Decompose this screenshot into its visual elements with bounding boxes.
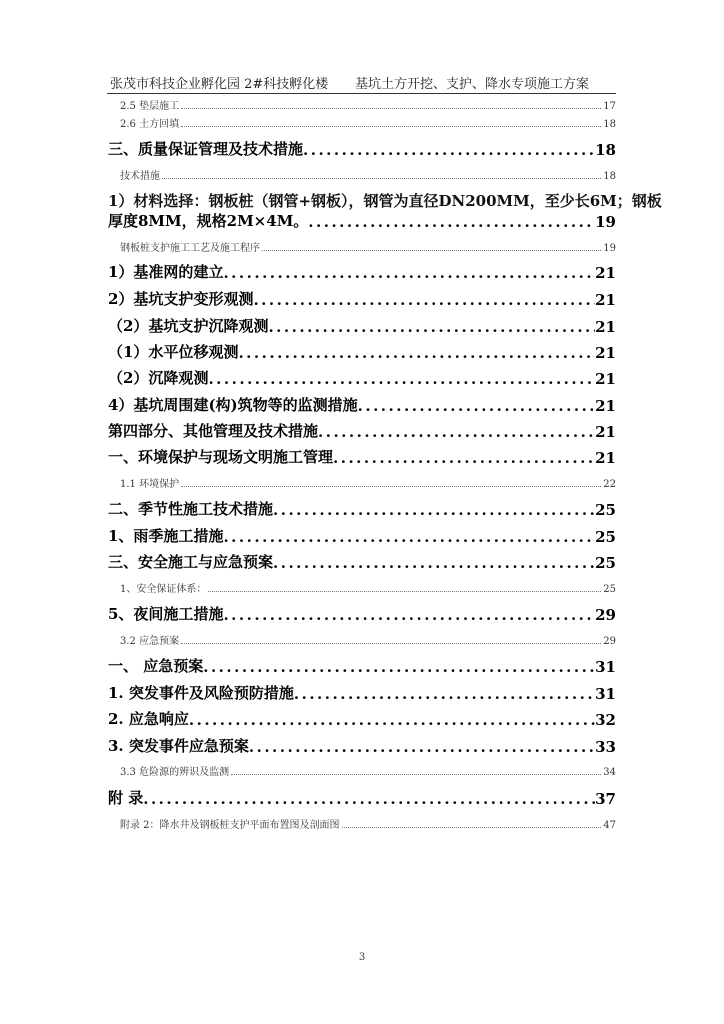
toc-entry[interactable] [108, 579, 616, 595]
toc-entry[interactable] [108, 211, 616, 231]
toc-entry-page: 21 [595, 370, 616, 388]
toc-leader [238, 344, 595, 362]
toc-entry-page: 18 [603, 171, 616, 182]
toc-entry-page: 21 [595, 264, 616, 282]
toc-leader [303, 141, 595, 159]
toc-entry[interactable] [108, 238, 616, 254]
toc-entry[interactable] [108, 552, 616, 572]
toc-entry-page: 25 [595, 528, 616, 546]
toc-leader [208, 370, 595, 388]
toc-entry-page: 33 [595, 738, 616, 756]
toc-entry[interactable] [108, 631, 616, 647]
toc-leader [208, 591, 601, 592]
toc-leader [223, 264, 595, 282]
toc-entry[interactable] [108, 499, 616, 519]
toc-leader [273, 554, 595, 572]
toc-entry[interactable] [108, 96, 616, 112]
toc-entry-page: 29 [595, 606, 616, 624]
toc-entry-page: 34 [603, 767, 616, 778]
toc-leader [181, 108, 601, 109]
toc-entry-title: 2.5 垫层施工 [120, 101, 180, 112]
toc-leader [249, 738, 595, 756]
toc-leader [203, 658, 595, 676]
toc-entry[interactable] [108, 166, 616, 182]
toc-entry-page: 47 [603, 820, 616, 831]
toc-entry-page: 19 [603, 243, 616, 254]
toc-entry-title: 技术措施 [120, 171, 160, 182]
toc-leader [318, 423, 595, 441]
toc-entry-page: 21 [595, 291, 616, 309]
header-project-name: 张茂市科技企业孵化园 2#科技孵化楼 [110, 77, 329, 92]
toc-entry[interactable] [108, 656, 616, 676]
toc-entry[interactable] [108, 788, 616, 808]
toc-entry-title: 4）基坑周围建(构)筑物等的监测措施 [108, 396, 358, 414]
toc-leader [181, 126, 601, 127]
toc-entry-title: 厚度8MM，规格2M×4M。 [108, 212, 309, 230]
toc-entry-title: 1、安全保证体系： [120, 584, 207, 595]
toc-entry-page: 19 [595, 213, 616, 231]
toc-entry-title: 3. 突发事件应急预案 [108, 737, 249, 755]
toc-entry-title: 2）基坑支护变形观测 [108, 290, 254, 308]
toc-entry-page: 37 [595, 790, 616, 808]
toc-entry-page: 21 [595, 344, 616, 362]
toc-leader [181, 643, 601, 644]
toc-entry-title: 5、夜间施工措施 [108, 605, 224, 623]
toc-entry-title: 3.3 危险源的辨识及监测 [120, 767, 230, 778]
toc-entry-page: 18 [603, 119, 616, 130]
toc-leader [181, 486, 601, 487]
toc-entry-title: （1）水平位移观测 [108, 343, 239, 361]
toc-leader [358, 397, 595, 415]
toc-entry-page: 21 [595, 449, 616, 467]
toc-leader [294, 685, 595, 703]
toc-entry-title: （2）沉降观测 [108, 369, 209, 387]
toc-entry-title: 二、季节性施工技术措施 [108, 500, 274, 518]
toc-entry-page: 25 [603, 584, 616, 595]
toc-entry-title: （2）基坑支护沉降观测 [108, 317, 269, 335]
toc-leader [189, 711, 595, 729]
page-number: 3 [358, 952, 366, 963]
toc-entry-page: 22 [603, 479, 616, 490]
toc-leader [273, 501, 595, 519]
toc-entry-page: 18 [595, 141, 616, 159]
toc-entry[interactable] [108, 736, 616, 756]
toc-entry-title: 1、雨季施工措施 [108, 527, 224, 545]
toc-entry-page: 17 [603, 101, 616, 112]
toc-entry-title: 2.6 土方回填 [120, 119, 180, 130]
header-document-title: 基坑土方开挖、支护、降水专项施工方案 [355, 77, 590, 92]
toc-entry[interactable] [108, 395, 616, 415]
toc-entry-title: 第四部分、其他管理及技术措施 [108, 422, 319, 440]
toc-entry-page: 25 [595, 554, 616, 572]
toc-entry-title: 三、质量保证管理及技术措施 [108, 140, 304, 158]
toc-entry-title: 3.2 应急预案 [120, 636, 180, 647]
toc-entry[interactable] [108, 289, 616, 309]
toc-leader [223, 528, 595, 546]
toc-leader [333, 449, 595, 467]
toc-entry-page: 21 [595, 423, 616, 441]
toc-leader [231, 774, 601, 775]
toc-entry[interactable] [108, 114, 616, 130]
page-header [110, 73, 616, 93]
toc-entry-title: 1）基准网的建立 [108, 263, 224, 281]
toc-entry[interactable] [108, 604, 616, 624]
toc-leader [143, 790, 595, 808]
toc-entry[interactable] [108, 421, 616, 441]
toc-entry-title: 附 录 [108, 789, 144, 807]
toc-entry[interactable] [108, 526, 616, 546]
toc-leader [223, 606, 595, 624]
toc-entry[interactable] [108, 262, 616, 282]
toc-entry[interactable] [108, 474, 616, 490]
toc-entry[interactable] [108, 139, 616, 159]
toc-entry[interactable] [108, 762, 616, 778]
toc-entry-page: 25 [595, 501, 616, 519]
header-divider [107, 93, 616, 94]
toc-entry[interactable] [108, 447, 616, 467]
toc-entry-title: 1.1 环境保护 [120, 479, 180, 490]
toc-leader [262, 250, 601, 251]
toc-entry-page: 29 [603, 636, 616, 647]
toc-entry-page: 32 [595, 711, 616, 729]
toc-entry[interactable] [108, 709, 616, 729]
toc-entry-page: 31 [595, 658, 616, 676]
toc-entry-title: 钢板桩支护施工工艺及施工程序 [120, 243, 260, 254]
toc-leader [253, 291, 595, 309]
toc-entry-title: 1. 突发事件及风险预防措施 [108, 684, 294, 702]
toc-entry-title: 一、环境保护与现场文明施工管理 [108, 448, 334, 466]
toc-entry-title: 三、安全施工与应急预案 [108, 553, 274, 571]
toc-entry[interactable] [108, 316, 616, 336]
toc-entry-page: 21 [595, 397, 616, 415]
toc-entry-page: 31 [595, 685, 616, 703]
toc-entry-title: 2. 应急响应 [108, 710, 189, 728]
toc-leader [162, 178, 601, 179]
toc-entry-title: 附录 2：降水井及钢板桩支护平面布置图及剖面图 [120, 820, 340, 831]
toc-entry-page: 21 [595, 318, 616, 336]
toc-entry-title-line1: 1）材料选择：钢板桩（钢管+钢板），钢管为直径DN200MM，至少长6M；钢板 [108, 192, 662, 210]
toc-entry[interactable] [108, 342, 616, 362]
toc-entry[interactable] [108, 683, 616, 703]
toc-leader [342, 827, 602, 828]
toc-entry-title: 一、 应急预案 [108, 657, 204, 675]
toc-leader [268, 318, 595, 336]
toc-entry[interactable] [108, 368, 616, 388]
toc-leader [308, 213, 595, 231]
toc-entry[interactable] [108, 815, 616, 831]
